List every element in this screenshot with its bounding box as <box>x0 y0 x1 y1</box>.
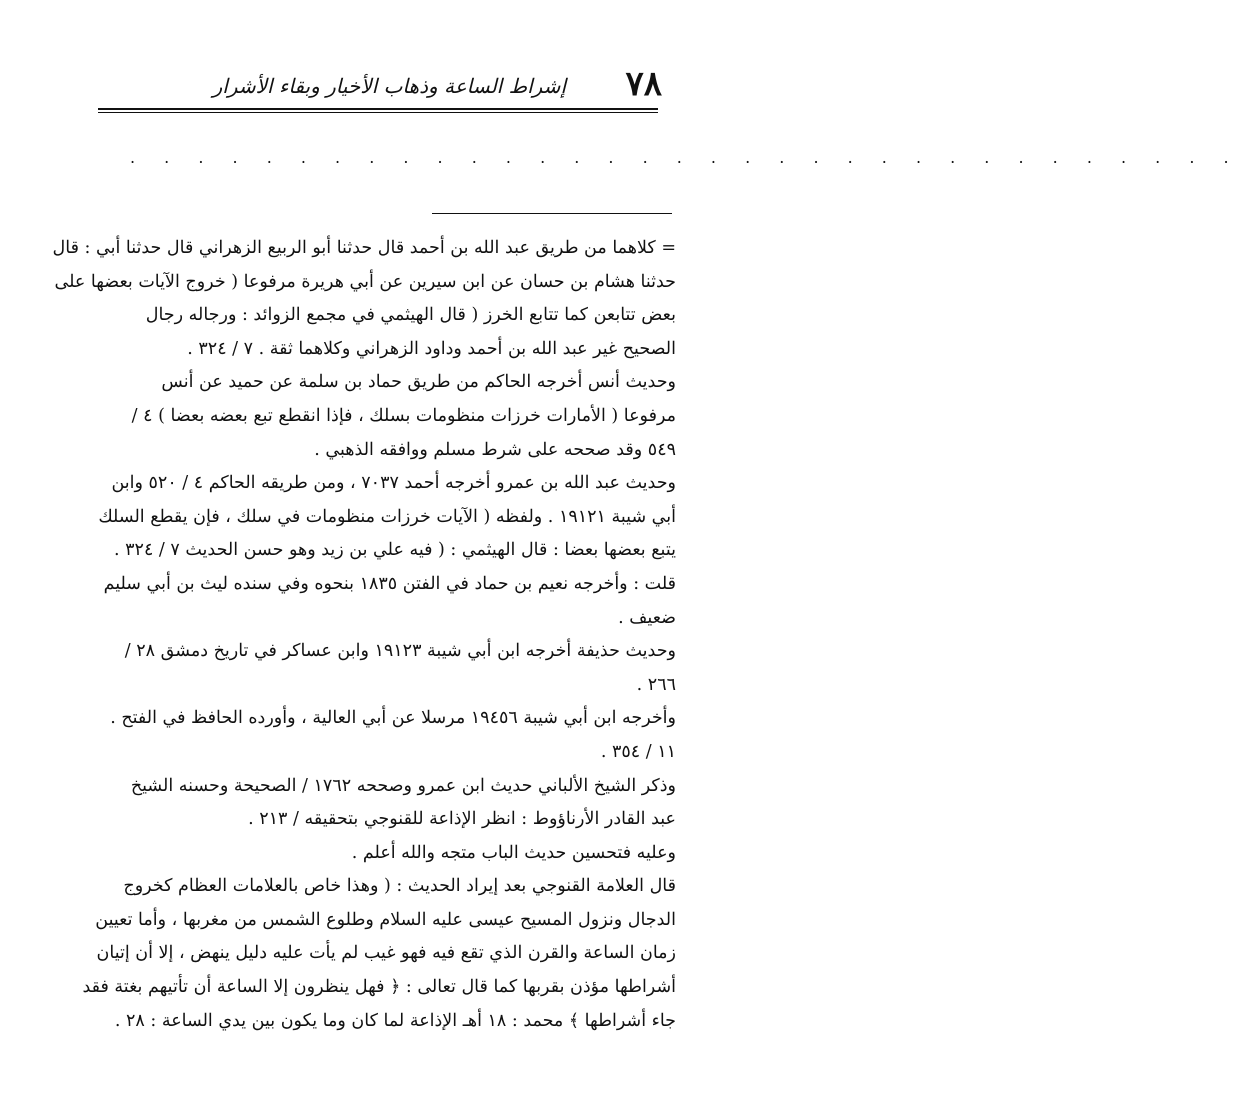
separator-dots: . . . . . . . . . . . . . . . . . . . . . . . . . . . . . . . . . <box>130 148 1241 167</box>
text-line: = كلاهما من طريق عبد الله بن أحمد قال حدثنا أبو الربيع الزهراني قال حدثنا أبي : قال <box>52 238 676 258</box>
header-rule-thin <box>98 112 658 113</box>
text-line: قال العلامة القنوجي بعد إيراد الحديث : ( وهذا خاص بالعلامات العظام كخروج <box>123 876 676 897</box>
header-rule <box>98 108 658 110</box>
text-line: عبد القادر الأرناؤوط : انظر الإذاعة للقنوجي بتحقيقه / ٢١٣ . <box>248 809 676 830</box>
text-line: ١١ / ٣٥٤ . <box>600 741 676 762</box>
text-line: زمان الساعة والقرن الذي تقع فيه فهو غيب لم يأت عليه دليل ينهض ، إلا أن إتيان <box>96 943 676 964</box>
text-line: ضعيف . <box>618 607 676 628</box>
text-line: ٥٤٩ وقد صححه على شرط مسلم ووافقه الذهبي . <box>314 439 676 460</box>
text-line: ٢٦٦ . <box>636 674 676 695</box>
text-line: جاء أشراطها ﴾ محمد : ١٨ أهـ الإذاعة لما كان وما يكون بين يدي الساعة : ٢٨ . <box>114 1010 676 1031</box>
page-header <box>84 64 674 108</box>
text-line: بعض تتابعن كما تتابع الخرز ( قال الهيثمي في مجمع الزوائد : ورجاله رجال <box>145 305 676 326</box>
text-line: الصحيح غير عبد الله بن أحمد وداود الزهراني وكلاهما ثقة . ٧ / ٣٢٤ . <box>187 338 676 359</box>
text-line: حدثنا هشام بن حسان عن ابن سيرين عن أبي هريرة مرفوعا ( خروج الآيات بعضها على <box>54 271 676 292</box>
text-line: وأخرجه ابن أبي شيبة ١٩٤٥٦ مرسلا عن أبي العالية ، وأورده الحافظ في الفتح . <box>110 708 676 729</box>
text-line: يتبع بعضها بعضا : قال الهيثمي : ( فيه علي بن زيد وهو حسن الحديث ٧ / ٣٢٤ . <box>114 540 676 561</box>
text-line: الدجال ونزول المسيح عيسى عليه السلام وطلوع الشمس من مغربها ، وأما تعيين <box>95 909 676 930</box>
text-line: مرفوعا ( الأمارات خرزات منظومات بسلك ، فإذا انقطع تبع بعضه بعضا ) ٤ / <box>131 405 676 426</box>
text-line: وذكر الشيخ الألباني حديث ابن عمرو وصححه ١٧٦٢ / الصحيحة وحسنه الشيخ <box>130 775 676 796</box>
footnote-rule <box>432 213 672 214</box>
text-line: وعليه فتحسين حديث الباب متجه والله أعلم . <box>351 842 676 863</box>
text-line: قلت : وأخرجه نعيم بن حماد في الفتن ١٨٣٥ بنحوه وفي سنده ليث بن أبي سليم <box>103 573 676 594</box>
footnote-text <box>52 232 676 1038</box>
text-line: أبي شيبة ١٩١٢١ . ولفظه ( الآيات خرزات منظومات في سلك ، فإن يقطع السلك <box>98 506 676 527</box>
text-line: وحديث حذيفة أخرجه ابن أبي شيبة ١٩١٢٣ وابن عساكر في تاريخ دمشق ٢٨ / <box>124 641 676 662</box>
text-line: وحديث أنس أخرجه الحاكم من طريق حماد بن سلمة عن حميد عن أنس <box>161 372 676 393</box>
page-number: ٧٨ <box>625 64 662 104</box>
text-line: وحديث عبد الله بن عمرو أخرجه أحمد ٧٠٣٧ ، ومن طريقه الحاكم ٤ / ٥٢٠ وابن <box>111 473 676 494</box>
running-title: إشراط الساعة وذهاب الأخيار وبقاء الأشرار <box>212 74 566 98</box>
text-line: أشراطها مؤذن بقربها كما قال تعالى : ﴿ فهل ينظرون إلا الساعة أن تأتيهم بغتة فقد <box>82 977 676 998</box>
